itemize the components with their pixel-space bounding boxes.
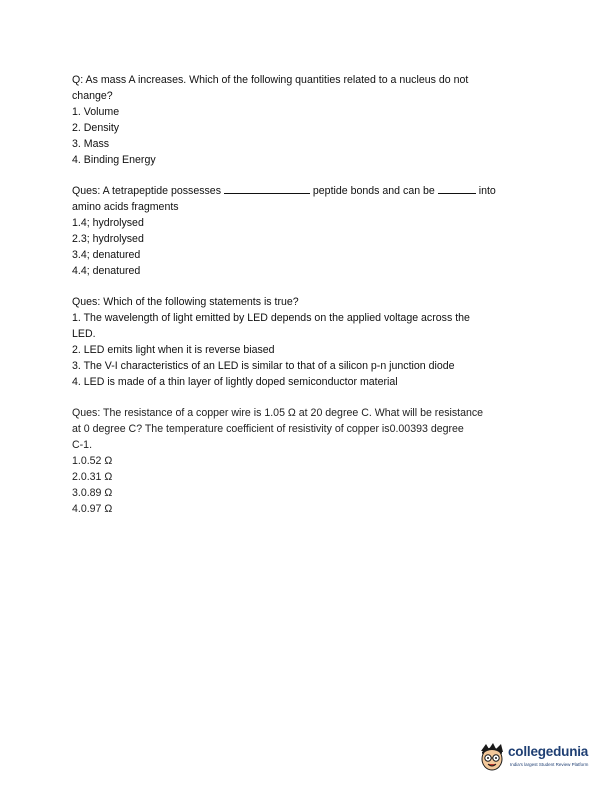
question-3 (72, 294, 542, 390)
question-3-option-3: 3. The V-I characteristics of an LED is similar to that of a silicon p-n junction diode (72, 360, 455, 372)
logo-tagline: India's largest Student Review Platform (510, 762, 589, 767)
logo-brand-text: collegedunia (508, 744, 589, 759)
question-1-option-3: 3. Mass (72, 138, 110, 150)
question-2-option-3: 3.4; denatured (72, 249, 141, 261)
question-2-option-2: 2.3; hydrolysed (72, 233, 144, 245)
question-2-text-a: Ques: A tetrapeptide possesses (72, 185, 224, 197)
question-1-option-1: 1. Volume (72, 106, 120, 118)
question-3-option-1-line2: LED. (72, 328, 96, 340)
question-1-text-line1: Q: As mass A increases. Which of the following quantities related to a nucleus do not (72, 74, 469, 86)
question-4-text-line1: Ques: The resistance of a copper wire is 1.05 Ω at 20 degree C. What will be resistance (72, 407, 484, 419)
question-3-text: Ques: Which of the following statements is true? (72, 296, 299, 308)
question-4 (72, 405, 542, 517)
question-2-text-c: into (475, 185, 496, 197)
blank-line (224, 183, 310, 194)
question-1-option-2: 2. Density (72, 122, 120, 134)
question-4-option-1: 1.0.52 Ω (72, 455, 113, 467)
question-3-option-4: 4. LED is made of a thin layer of lightly doped semiconductor material (72, 376, 398, 388)
question-2-text-b: peptide bonds and can be (309, 185, 438, 197)
question-2 (72, 183, 542, 279)
student-mascot-icon (478, 742, 508, 776)
question-4-option-4: 4.0.97 Ω (72, 503, 113, 515)
question-4-option-3: 3.0.89 Ω (72, 487, 113, 499)
question-2-text-line1 (72, 183, 542, 199)
question-1 (72, 72, 542, 168)
question-3-option-2: 2. LED emits light when it is reverse biased (72, 344, 275, 356)
blank-line (438, 183, 476, 194)
question-1-option-4: 4. Binding Energy (72, 154, 156, 166)
question-2-text-line2: amino acids fragments (72, 201, 179, 213)
question-4-option-2: 2.0.31 Ω (72, 471, 113, 483)
collegedunia-logo (478, 742, 604, 780)
question-2-option-4: 4.4; denatured (72, 265, 141, 277)
question-1-text-line2: change? (72, 90, 113, 102)
question-4-text-line3: C-1. (72, 439, 93, 451)
question-4-text-line2: at 0 degree C? The temperature coefficient of resistivity of copper is0.00393 degree (72, 423, 464, 435)
question-3-option-1-line1: 1. The wavelength of light emitted by LED depends on the applied voltage across the (72, 312, 470, 324)
question-2-option-1: 1.4; hydrolysed (72, 217, 144, 229)
